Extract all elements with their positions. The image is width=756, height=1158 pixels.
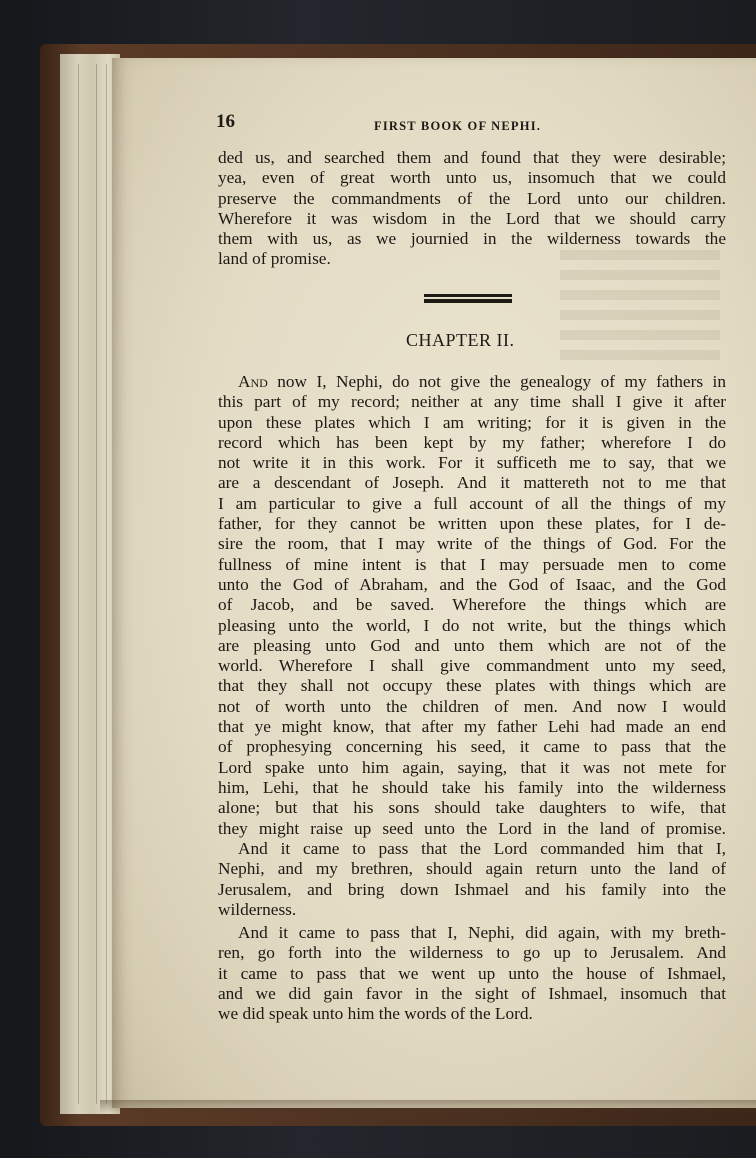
text-line: record which has been kept by my father; wherefore I do [218, 432, 726, 452]
text-line: they might raise up seed unto the Lord in the land of promise. [218, 818, 726, 838]
text-line: Jerusalem, and bring down Ishmael and his family into the [218, 879, 726, 899]
text-line: are pleasing unto God and unto them which are not of the [218, 635, 726, 655]
text-line: And it came to pass that I, Nephi, did again, with my breth- [238, 923, 726, 942]
page-number: 16 [216, 111, 235, 132]
text-line: unto the God of Abraham, and the God of Isaac, and the God [218, 574, 726, 594]
text-line: that they shall not occupy these plates with things which are [218, 676, 726, 696]
text-line: preserve the commandments of the Lord unto our children. [218, 188, 726, 208]
text-line: Lord spake unto him again, saying, that it was not mete for [218, 757, 726, 777]
page-edge-line [106, 64, 107, 1104]
text-line: not of worth unto the children of men. And now I would [218, 696, 726, 716]
paragraph-2 [218, 839, 726, 920]
text-line [218, 372, 726, 392]
text-line: I am particular to give a full account of all the things of my [218, 493, 726, 513]
text-line: world. Wherefore I shall give commandment unto my seed, [218, 656, 726, 676]
text-line: this part of my record; neither at any time shall I give it after [218, 392, 726, 412]
text-line: land of promise. [218, 249, 331, 269]
text-line: and we did gain favor in the sight of Ishmael, insomuch that [218, 983, 726, 1003]
text-line: pleasing unto the world, I do not write, but the things which [218, 615, 726, 635]
page-edges [60, 54, 120, 1114]
text-line: alone; but that his sons should take daughters to wife, that [218, 798, 726, 818]
text-line: him, Lehi, that he should take his family into the wilderness [218, 777, 726, 797]
text-line: father, for they cannot be written upon these plates, for I de- [218, 514, 726, 534]
text-line: it came to pass that we went up unto the house of Ishmael, [218, 963, 726, 983]
text-line: fullness of mine intent is that I may persuade men to come [218, 554, 726, 574]
text-line: are a descendant of Joseph. And it mattereth not to me that [218, 473, 726, 493]
text-line: Nephi, and my brethren, should again return unto the land of [218, 859, 726, 879]
text-line: we did speak unto him the words of the Lord. [218, 1004, 533, 1024]
text-run: now I, Nephi, do not give the genealogy of my fathers in [267, 372, 726, 391]
text-line: upon these plates which I am writing; for it is given in the [218, 412, 726, 432]
text-line: wilderness. [218, 899, 297, 919]
intro-paragraph [218, 148, 726, 270]
page-shadow [100, 1100, 756, 1114]
text-line: of Jacob, and be saved. Wherefore the things which are [218, 595, 726, 615]
text-line: ded us, and searched them and found that they were desirable; [218, 148, 726, 167]
text-line: Wherefore it was wisdom in the Lord that we should carry [218, 208, 726, 228]
text-line: that ye might know, that after my father Lehi had made an end [218, 717, 726, 737]
text-line: And it came to pass that the Lord commanded him that I, [238, 839, 726, 858]
lead-word: And [238, 372, 268, 391]
chapter-heading: CHAPTER II. [406, 330, 515, 350]
text-line: not write it in this work. For it sufficeth me to say, that we [218, 453, 726, 473]
text-line: yea, even of great worth unto us, insomuch that we could [218, 168, 726, 188]
text-line: of prophesying concerning his seed, it came to pass that the [218, 737, 726, 757]
page-edge-line [96, 64, 97, 1104]
chapter-divider-ornament [424, 294, 512, 303]
text-line: sire the room, that I may write of the things of God. For the [218, 534, 726, 554]
paragraph-3 [218, 923, 726, 1024]
text-line: ren, go forth into the wilderness to go up to Jerusalem. And [218, 943, 726, 963]
page-edge-line [78, 64, 79, 1104]
text-line: them with us, as we journied in the wilderness towards the [218, 229, 726, 249]
paragraph-1 [218, 372, 726, 839]
running-head: FIRST BOOK OF NEPHI. [374, 119, 542, 133]
